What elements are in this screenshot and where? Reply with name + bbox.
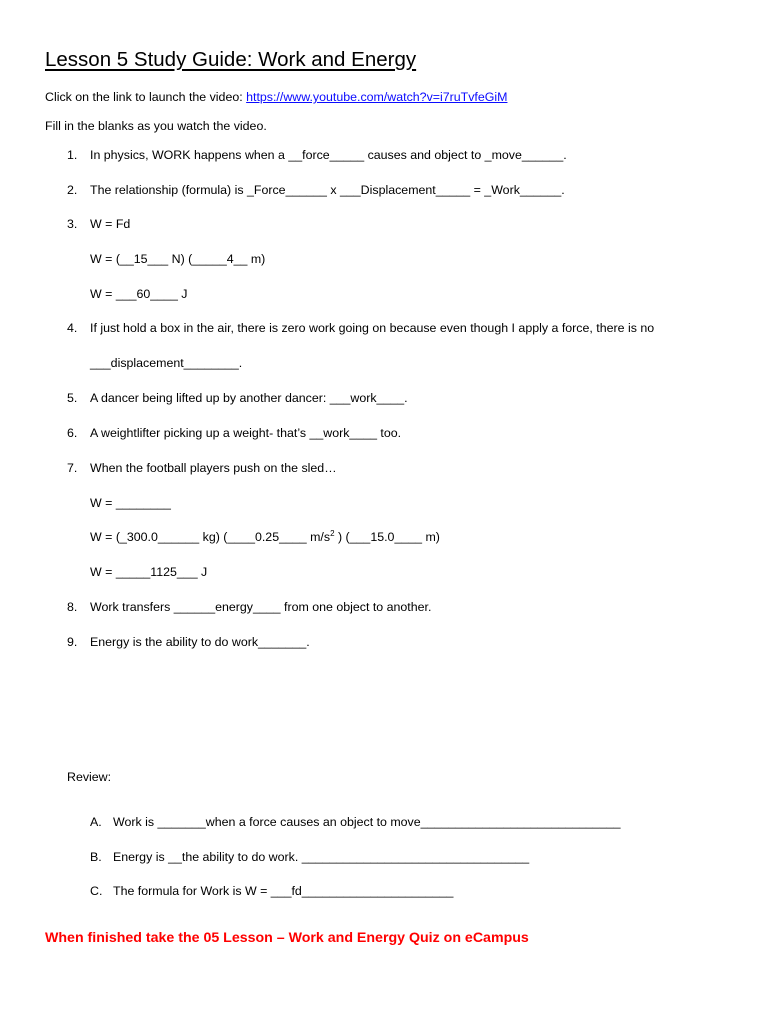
item-text: In physics, WORK happens when a __force_____ causes and object to _move______. [90, 148, 567, 162]
review-letter: B. [90, 850, 102, 864]
item-text: A dancer being lifted up by another dancer: ___work____. [90, 391, 408, 405]
item-text: W = Fd [90, 217, 131, 231]
video-link[interactable]: https://www.youtube.com/watch?v=i7ruTvfeGiM [246, 90, 508, 104]
formula-part-a: W = (_300.0______ kg) (____0.25____ m/s [90, 530, 331, 544]
formula-part-b: ) (___15.0____ m) [334, 530, 440, 544]
item-subline-text: W = _____1125___ J [90, 565, 208, 579]
item-subline-text: ___displacement________. [90, 356, 243, 370]
instruction-text: Fill in the blanks as you watch the video. [45, 119, 267, 133]
item-text: Energy is the ability to do work_______. [90, 635, 310, 649]
page-title: Lesson 5 Study Guide: Work and Energy [45, 48, 417, 71]
review-text: Work is _______when a force causes an object to move_____________________________ [113, 815, 621, 829]
item-number: 4. [67, 321, 78, 335]
item-subline-text: W = ___60____ J [90, 287, 188, 301]
review-text: The formula for Work is W = ___fd______________________ [113, 884, 454, 898]
item-number: 8. [67, 600, 78, 614]
item-number: 9. [67, 635, 78, 649]
item-number: 2. [67, 183, 78, 197]
item-number: 3. [67, 217, 78, 231]
item-subline-text: W = (__15___ N) (_____4__ m) [90, 252, 266, 266]
superscript-exponent: 2 [330, 528, 335, 538]
review-letter: C. [90, 884, 103, 898]
item-text: The relationship (formula) is _Force______ x ___Displacement_____ = _Work______. [90, 183, 565, 197]
review-heading: Review: [67, 770, 112, 784]
video-link-line [45, 89, 507, 105]
item-number: 5. [67, 391, 78, 405]
finish-instruction: When finished take the 05 Lesson – Work and Energy Quiz on eCampus [45, 930, 529, 946]
video-link-prefix: Click on the link to launch the video: [45, 90, 247, 104]
item-subline-text: W = ________ [90, 496, 171, 510]
item-text: Work transfers ______energy____ from one object to another. [90, 600, 432, 614]
review-text: Energy is __the ability to do work. _________________________________ [113, 850, 530, 864]
item-text: If just hold a box in the air, there is zero work going on because even though I apply a force, there is no [90, 321, 655, 335]
item-text: When the football players push on the sled… [90, 461, 337, 475]
item-text: A weightlifter picking up a weight- that’s __work____ too. [90, 426, 402, 440]
item-number: 1. [67, 148, 78, 162]
item-number: 6. [67, 426, 78, 440]
item-number: 7. [67, 461, 78, 475]
item-subline-text [90, 529, 440, 545]
review-letter: A. [90, 815, 102, 829]
